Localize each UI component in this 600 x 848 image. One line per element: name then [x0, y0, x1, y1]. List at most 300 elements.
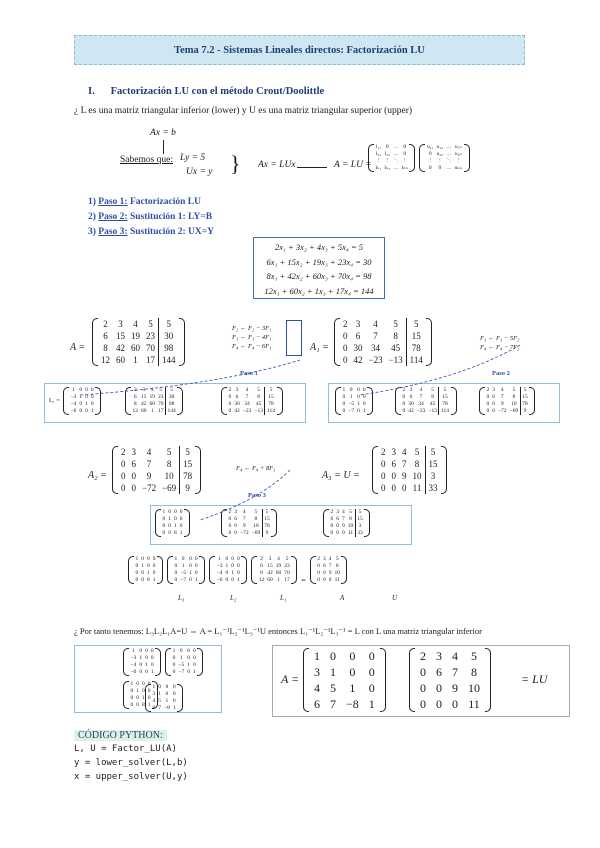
final-lu-label: = LU	[521, 672, 548, 686]
matrix-cell: 0	[330, 649, 336, 663]
matrix-cell: 10	[347, 523, 354, 529]
matrix-cell: 9	[402, 471, 407, 481]
matrix-cell: 0	[194, 570, 198, 576]
matrix-cell: 4	[419, 387, 423, 393]
matrix-cell: 5	[439, 387, 451, 394]
matrix-cell: 1	[189, 570, 192, 576]
matrix-cell: 0	[342, 408, 346, 414]
matrix-cell: 4	[328, 556, 332, 562]
matrix-cell: 8	[166, 459, 172, 469]
matrix-cell: 0	[147, 688, 151, 694]
code-line: x = upper_solver(U,y)	[74, 772, 188, 782]
matrix-cell: 0	[90, 387, 94, 393]
sabemos-label: Sabemos que:	[120, 155, 174, 165]
matrix-cell: 0	[152, 556, 156, 562]
matrix-cell: 45	[429, 401, 436, 407]
matrix-cell: 0	[90, 401, 94, 407]
rowops-paso2: F₃ ← F₃ − 5F₂ F₄ ← F₄ − 7F₂	[480, 335, 520, 351]
matrix-cell: 1	[172, 705, 176, 711]
matrix-cell: 0	[152, 570, 156, 576]
matrix-cell: 0	[172, 684, 176, 690]
matrix-cell: 0	[130, 695, 134, 701]
matrix-cell: 0	[368, 665, 375, 679]
equation-row: 8x₁ + 42x₂ + 60x₃ + 70x₄ = 98	[266, 271, 372, 281]
matrix-cell: 33	[357, 530, 363, 536]
matrix-cell: 0	[181, 556, 185, 562]
matrix-cell: 15	[425, 458, 441, 470]
matrix-cell: 1	[179, 530, 183, 536]
matrix-cell: 0	[362, 401, 366, 407]
product-row: 1 0 0 0 0 1 0 0 0 0 1 0 0 0 8 1 1 0 0 0 0 1 0 0 0 −5 1 0 0 −7 0 1 1 0 0 0 −3 1 0 0 −4 0 1 0 −6 0 0 1 2 3 4 5 6 15 19 23 8 42 60 70 12 60 1 17 = 2 3 4 5 0 6 7 8 0 0 9 10 0 0 0 11	[128, 556, 347, 589]
matrix-cell: 0	[85, 408, 88, 414]
matrix-cell: 1	[152, 577, 156, 583]
matrix-cell: 0	[179, 509, 183, 515]
matrix-cell: 0	[131, 471, 136, 481]
matrix-cell: 2	[228, 509, 232, 515]
matrix-cell: 30	[234, 401, 240, 407]
matrix-cell: 0	[187, 669, 190, 675]
ux-eq: Ux = y	[186, 167, 213, 177]
matrix-cell: −23	[368, 355, 383, 365]
matrix-cell: 0	[436, 681, 442, 695]
matrix-cell: 2	[228, 387, 232, 393]
matrix-cell: 6	[152, 705, 156, 711]
matrix-cell: 0	[420, 665, 426, 679]
matrix-cell: 70	[146, 343, 155, 353]
matrix-cell: 8	[431, 394, 435, 400]
matrix-cell: 0	[162, 523, 166, 529]
matrix-cell: 3	[322, 556, 326, 562]
matrix-cell: 114	[440, 408, 450, 414]
matrix-cell: 45	[255, 401, 262, 407]
matrix-cell: 7	[242, 516, 246, 522]
matrix-cell: 5	[471, 649, 477, 663]
matrix-cell: 0	[172, 669, 176, 675]
code-line: y = lower_solver(L,b)	[74, 758, 188, 768]
matrix-cell: 0	[231, 556, 234, 562]
matrix-cell: 9	[342, 523, 345, 529]
matrix-cell: 1	[136, 688, 139, 694]
matrix-cell: 30	[166, 394, 178, 401]
matrix-cell: 0	[85, 394, 88, 400]
matrix-cell: 0	[492, 401, 495, 407]
code-line: L, U = Factor_LU(A)	[74, 744, 177, 754]
matrix-cell: 0	[236, 563, 240, 569]
matrix-cell: 6	[391, 459, 396, 469]
matrix-cell: 1	[277, 577, 280, 583]
matrix-cell: 17	[158, 408, 164, 414]
matrix-cell: 0	[174, 516, 177, 522]
matrix-cell: −4	[130, 662, 137, 668]
matrix-cell: 23	[146, 331, 155, 341]
matrix-cell: 0	[452, 697, 458, 711]
matrix-cell: 7	[146, 459, 152, 469]
matrix-cell: 8	[254, 516, 258, 522]
matrix-cell: 1	[231, 570, 234, 576]
matrix-cell: 4	[500, 387, 504, 393]
matrix-cell: 4	[133, 319, 138, 329]
matrix-cell: 0	[194, 563, 198, 569]
matrix-cell: 0	[436, 697, 442, 711]
matrix-cell: 1	[192, 669, 196, 675]
matrix-cell: 0	[228, 408, 232, 414]
matrix-cell: −6	[130, 669, 137, 675]
matrix-cell: 1	[130, 681, 134, 687]
rowops-paso3: F₄ ← F₄ + 8F₃	[236, 465, 276, 472]
matrix-cell: 0	[121, 459, 126, 469]
matrix-cell: 19	[131, 331, 140, 341]
matrix-cell: 5	[393, 319, 398, 329]
matrix-cell: 19	[149, 394, 155, 400]
matrix-cell: 0	[381, 459, 386, 469]
matrix-cell: 10	[164, 471, 174, 481]
matrix-cell: 11	[347, 530, 354, 536]
matrix-cell: 7	[158, 705, 161, 711]
matrix-cell: 0	[145, 669, 148, 675]
matrix-cell: 8	[393, 331, 398, 341]
matrix-cell: 0	[147, 556, 150, 562]
matrix-cell: 9	[328, 570, 332, 576]
matrix-cell: 1	[145, 662, 148, 668]
ly-eq: Ly = 5	[180, 153, 206, 163]
matrix-cell: 60	[116, 355, 125, 365]
matrix-cell: 1	[139, 655, 143, 661]
matrix-cell: 0	[420, 681, 426, 695]
matrix-cell: 6	[492, 394, 495, 400]
matrix-cell: 0	[225, 556, 229, 562]
label-a2: A₂ =	[88, 470, 107, 481]
matrix-cell: 0	[336, 530, 339, 536]
matrix-cell: 15	[180, 458, 196, 470]
matrix-cell: 30	[159, 330, 179, 342]
matrix-cell: 8	[471, 665, 477, 679]
matrix-cell: 0	[187, 655, 190, 661]
matrix-cell: 0	[402, 483, 407, 493]
matrix-cell: 0	[189, 563, 192, 569]
matrix-cell: 0	[147, 563, 150, 569]
matrix-cell: 1	[314, 649, 320, 663]
matrix-cell: 0	[172, 655, 176, 661]
matrix-cell: −7	[348, 408, 355, 414]
matrix-cell: 42	[353, 355, 363, 365]
matrix-cell: 0	[90, 394, 94, 400]
matrix-cell: 8	[147, 577, 150, 583]
matrix-cell: 4	[277, 556, 280, 562]
matrix-cell: 1	[150, 669, 154, 675]
matrix-cell: 0	[225, 577, 229, 583]
matrix-cell: 3	[118, 319, 123, 329]
final-a-label: A =	[281, 672, 300, 686]
matrix-cell: −72	[240, 530, 249, 536]
matrix-cell: 4	[314, 681, 320, 695]
matrix-cell: 0	[330, 530, 334, 536]
matrix-cell: 8	[257, 394, 261, 400]
matrix-cell: 6	[260, 563, 263, 569]
matrix-cell: 1	[172, 648, 176, 654]
matrix-cell: −13	[254, 408, 263, 414]
matrix-cell: 1	[147, 702, 151, 708]
matrix-cell: −3	[130, 655, 137, 661]
matrix-cell: 3	[142, 387, 146, 393]
matrix-cell: 0	[136, 681, 139, 687]
matrix-cell: −6	[216, 577, 223, 583]
matrix-cell: 114	[266, 408, 276, 414]
matrix-cell: 15	[141, 394, 147, 400]
matrix-cell: 0	[150, 662, 154, 668]
matrix-cell: 5	[254, 509, 258, 515]
matrix-cell: 4	[402, 447, 407, 457]
matrix-cell: 42	[267, 570, 273, 576]
matrix-cell: 0	[343, 343, 348, 353]
matrix-cell: 60	[275, 570, 282, 576]
matrix-cell: 0	[179, 523, 183, 529]
matrix-cell: 5	[349, 509, 352, 515]
matrix-cell: 8	[335, 563, 339, 569]
matrix-cell: 78	[264, 523, 270, 529]
matrix-cell: 9	[520, 408, 529, 415]
matrix-cell: 34	[371, 343, 381, 353]
matrix-cell: 0	[228, 394, 232, 400]
matrix-cell: 5	[285, 556, 289, 562]
matrix-cell: 0	[85, 387, 88, 393]
matrix-cell: 0	[130, 702, 134, 708]
matrix-cell: 78	[265, 401, 277, 408]
paso2-label: Paso 2	[492, 370, 510, 377]
matrix-cell: 11	[334, 577, 340, 583]
matrix-cell: −23	[242, 408, 252, 414]
matrix-cell: 34	[244, 401, 250, 407]
matrix-cell: 42	[141, 401, 147, 407]
matrix-cell: 0	[349, 649, 356, 663]
matrix-cell: 60	[131, 343, 140, 353]
matrix-cell: 0	[368, 681, 375, 695]
matrix-cell: −5	[178, 662, 185, 668]
matrix-cell: 0	[486, 394, 490, 400]
matrix-cell: 0	[322, 570, 326, 576]
matrix-cell: 30	[408, 401, 414, 407]
matrix-cell: 6	[336, 516, 339, 522]
intro-text: ¿ L es una matriz triangular inferior (lower) y U es una matriz triangular superior (upper)	[74, 106, 413, 116]
matrix-cell: 5	[355, 509, 364, 516]
paso1-label: Paso 1	[240, 370, 258, 377]
matrix-cell: 0	[189, 577, 192, 583]
matrix-cell: 1	[218, 556, 221, 562]
code-heading: CÓDIGO PYTHON:	[74, 730, 167, 741]
matrix-cell: −69	[251, 530, 261, 536]
matrix-cell: 70	[158, 401, 164, 407]
matrix-cell: 4	[245, 387, 249, 393]
matrix-cell: 0	[349, 387, 353, 393]
matrix-cell: 3	[152, 691, 156, 697]
alu-eq: A = LU =	[334, 160, 372, 170]
matrix-cell: 0	[228, 401, 232, 407]
matrix-cell: 0	[228, 516, 232, 522]
matrix-cell: 4	[150, 387, 154, 393]
matrix-cell: 1	[194, 577, 198, 583]
matrix-cell: 0	[174, 563, 178, 569]
matrix-cell: 8	[103, 343, 108, 353]
matrix-cell: 0	[135, 570, 139, 576]
matrix-cell: 1	[152, 684, 156, 690]
matrix-cell: 1	[135, 556, 139, 562]
matrix-cell: 0	[381, 471, 386, 481]
equation-row: 6x₁ + 15x₂ + 19x₃ + 23x₄ = 30	[266, 256, 372, 267]
matrix-cell: 3	[436, 649, 442, 663]
matrix-cell: 10	[511, 401, 517, 407]
matrix-cell: 0	[342, 394, 346, 400]
matrix-cell: 7	[402, 459, 407, 469]
matrix-cell: 6	[436, 665, 442, 679]
matrix-cell: 34	[418, 401, 424, 407]
matrix-cell: 0	[139, 669, 143, 675]
page-title: Tema 7.2 - Sistemas Lineales directos: Factorización LU	[74, 35, 525, 65]
matrix-cell: 23	[158, 394, 164, 400]
equation-row: 12x₁ + 60x₂ + 1x₃ + 17x₄ = 144	[264, 285, 374, 296]
matrix-cell: 0	[328, 577, 332, 583]
matrix-cell: 17	[284, 577, 290, 583]
matrix-cell: 9	[500, 401, 504, 407]
matrix-cell: 0	[142, 681, 145, 687]
matrix-cell: 0	[174, 509, 177, 515]
matrix-cell: 0	[330, 523, 334, 529]
matrix-cell: 5	[335, 556, 339, 562]
matrix-cell: 9	[146, 471, 152, 481]
matrix-cell: 60	[149, 401, 155, 407]
matrix-cell: 0	[381, 483, 386, 493]
matrix-cell: 114	[406, 354, 426, 366]
matrix-cell: 3	[235, 387, 239, 393]
matrix-cell: 1	[174, 556, 178, 562]
matrix-cell: 1	[349, 681, 356, 695]
matrix-cell: 1	[174, 523, 177, 529]
matrix-cell: 0	[174, 577, 178, 583]
matrix-cell: 0	[139, 662, 143, 668]
matrix-cell: 3	[391, 447, 396, 457]
matrix-cell: 0	[145, 648, 148, 654]
matrix-cell: 2	[103, 319, 108, 329]
matrix-cell: −4	[216, 570, 223, 576]
rowops-paso1: F₂ ← F₂ − 3F₁ F₃ ← F₃ − 4F₁ F₄ ← F₄ − 6F₁	[232, 325, 272, 350]
matrix-cell: 3	[355, 523, 364, 530]
label-a1: A₁ =	[310, 342, 329, 353]
matrix-cell: 0	[317, 563, 320, 569]
matrix-cell: 1	[330, 665, 336, 679]
matrix-cell: 0	[79, 401, 83, 407]
matrix-cell: 98	[166, 401, 178, 408]
label-a: A =	[70, 342, 86, 353]
matrix-cell: 0	[145, 655, 148, 661]
matrix-cell: 0	[172, 662, 176, 668]
matrix-cell: 0	[234, 523, 237, 529]
matrix-cell: 1	[90, 408, 94, 414]
matrix-cell: 15	[264, 516, 270, 522]
matrix-cell: 1	[85, 401, 88, 407]
matrix-cell: 60	[267, 577, 273, 583]
matrix-cell: 42	[116, 343, 125, 353]
matrix-cell: 5	[262, 509, 271, 516]
matrix-cell: 0	[342, 401, 346, 407]
matrix-cell: 0	[194, 556, 198, 562]
matrix-cell: 4	[242, 509, 246, 515]
matrix-cell: 0	[349, 665, 356, 679]
matrix-cell: 2	[260, 556, 263, 562]
matrix-cell: 11	[468, 697, 480, 711]
matrix-cell: 10	[468, 681, 480, 695]
matrix-cell: 0	[147, 695, 151, 701]
matrix-cell: −7	[180, 577, 187, 583]
matrix-cell: −3	[216, 563, 223, 569]
matrix-cell: 0	[236, 570, 240, 576]
matrix-cell: −69	[509, 408, 519, 414]
matrix-cell: 7	[419, 394, 423, 400]
matrix-cell: 1	[147, 570, 150, 576]
matrix-cell: 1	[179, 655, 183, 661]
matrix-cell: 5	[158, 698, 161, 704]
matrix-cell: 0	[135, 563, 139, 569]
matrix-cell: 5	[431, 387, 435, 393]
matrix-cell: 1	[181, 563, 185, 569]
matrix-cell: 12	[132, 408, 138, 414]
matrix-cell: 3	[355, 319, 361, 329]
matrix-cell: 2	[330, 509, 334, 515]
matrix-cell: 5	[159, 387, 163, 393]
matrix-cell: 6	[103, 331, 108, 341]
matrix-cell: 0	[343, 331, 348, 341]
matrix-cell: 0	[236, 556, 240, 562]
matrix-cell: 45	[391, 343, 401, 353]
matrix-cell: 70	[284, 570, 290, 576]
matrix-cell: 8	[133, 401, 137, 407]
matrix-cell: 0	[234, 530, 237, 536]
matrix-cell: 5	[265, 387, 277, 394]
matrix-cell: 2	[317, 556, 320, 562]
matrix-cell: 2	[133, 387, 137, 393]
matrix-cell: 7	[373, 331, 378, 341]
matrix-cell: 3	[234, 509, 237, 515]
matrix-cell: 3	[409, 387, 413, 393]
matrix-cell: 0	[362, 394, 366, 400]
matrix-cell: 1	[79, 394, 83, 400]
matrix-cell: 0	[172, 691, 176, 697]
matrix-cell: −13	[428, 408, 437, 414]
matrix-cell: 6	[234, 516, 237, 522]
matrix-cell: 0	[179, 516, 183, 522]
matrix-cell: 0	[330, 516, 334, 522]
matrix-cell: 8	[414, 459, 420, 469]
matrix-cell: 15	[522, 394, 528, 400]
matrix-cell: 0	[486, 401, 490, 407]
matrix-cell: 0	[162, 530, 166, 536]
matrix-cell: 0	[391, 483, 396, 493]
matrix-cell: 5	[512, 387, 516, 393]
matrix-cell: 0	[187, 648, 190, 654]
l1-label: L₁ =	[49, 398, 60, 404]
matrix-cell: 6	[133, 394, 137, 400]
matrix-cell: 0	[402, 401, 406, 407]
matrix-cell: 1	[349, 394, 353, 400]
matrix-cell: 0	[79, 387, 83, 393]
matrix-cell: −8	[346, 697, 359, 711]
matrix-cell: −69	[162, 483, 177, 493]
matrix-cell: −7	[178, 669, 185, 675]
matrix-cell: −72	[498, 408, 507, 414]
matrix-cell: 1	[133, 355, 138, 365]
matrix-cell: 1	[132, 648, 135, 654]
matrix-cell: 2	[486, 387, 490, 393]
matrix-cell: 10	[334, 570, 340, 576]
matrix-cell: −8	[164, 705, 170, 711]
matrix-cell: 5	[406, 318, 426, 330]
